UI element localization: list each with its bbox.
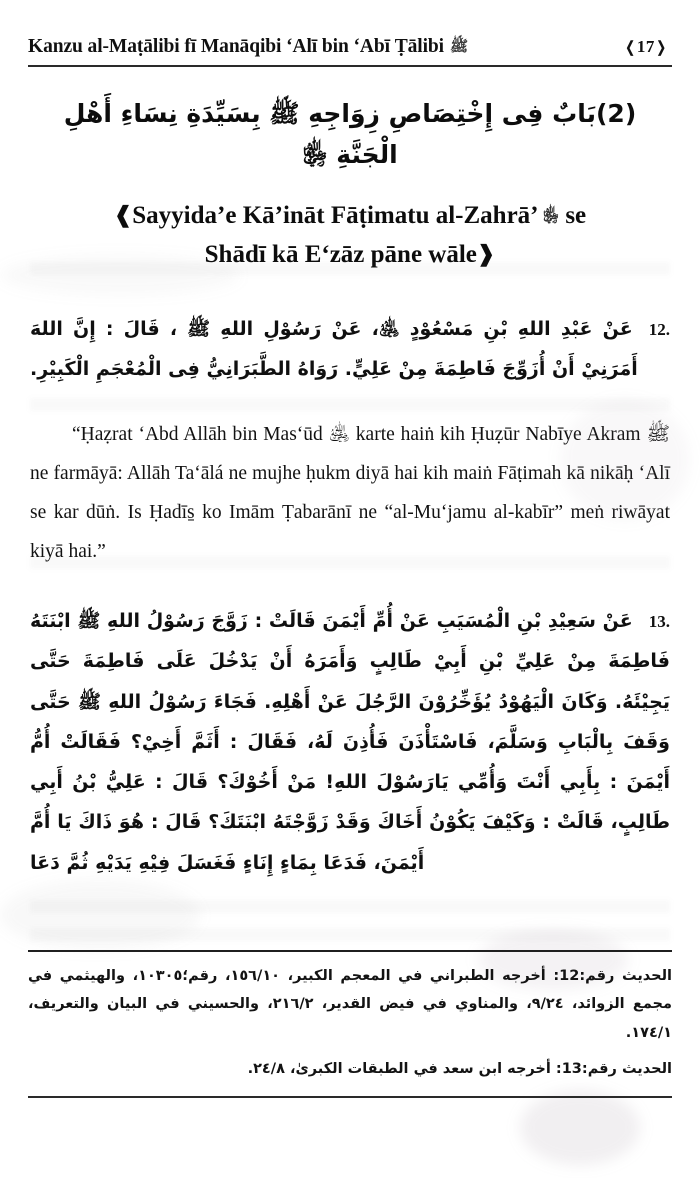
scan-artifact: [520, 1090, 640, 1165]
folio-open-ornament-icon: ❬: [623, 40, 637, 56]
title-close-ornament-icon: ❱: [476, 241, 496, 266]
header-divider: [28, 65, 672, 67]
scan-artifact: [0, 880, 200, 950]
hadith-12-arabic-text: عَنْ عَبْدِ اللهِ بْنِ مَسْعُوْدٍ ﵁، عَنْ رَسُوْلِ اللهِ ﷺ ، قَالَ : إِنَّ اللهَ أَمَرَنِيْ أَنْ أُزَوِّجَ فَاطِمَةَ مِنْ عَلِيٍّ. رَوَاهُ الطَّبَرَانِيُّ فِى الْمُعْجَمِ الْكَبِيْرِ.: [30, 317, 638, 380]
page-number: [624, 37, 672, 57]
hadith-12-translation: “Ḥaẓrat ‘Abd Allāh bin Mas‘ūd ﵁ karte haiṅ kih Ḥuẓūr Nabīye Akram ﷺ ne farmāyā: Allāh Ta‘ālá ne mujhe ḥukm diyā hai kih maiṅ Fāṭimah kā nikāḥ ‘Alī se kar dūṅ. Is Ḥadīs̱ ko Imām Ṭabarānī ne “al-Mu‘jamu al-kabīr” meṅ riwāyat kiyā hai.”: [30, 424, 670, 563]
show-through-line: [30, 928, 670, 941]
footnote-divider: [28, 950, 672, 952]
title-open-ornament-icon: ❰: [113, 201, 133, 227]
hadith-13-arabic: [28, 601, 672, 883]
hadith-13-arabic-text: عَنْ سَعِيْدِ بْنِ الْمُسَيَبِ عَنْ أُمِّ أَيْمَنَ قَالَتْ : زَوَّجَ رَسُوْلُ اللهِ ﷺ ابْنَتَهُ فَاطِمَةَ مِنْ عَلِيِّ بْنِ أَبِيْ طَالِبٍ وَأَمَرَهُ أَنْ يَدْخُلَ عَلَى فَاطِمَةَ حَتَّى يَجِيْئَهُ. وَكَانَ الْيَهُوْدُ يُؤَخِّرُوْنَ الرَّجُلَ عَنْ أَهْلِهِ. فَجَاءَ رَسُوْلُ اللهِ ﷺ حَتَّى وَقَفَ بِالْبَابِ وَسَلَّمَ، فَاسْتَأْذَنَ فَأُذِنَ لَهُ، فَقَالَ : أَثَمَّ أَخِيْ؟ فَقَالَتْ أُمُّ أَيْمَنَ : بِأَبِي أَنْتَ وَأُمِّي يَارَسُوْلَ اللهِ! مَنْ أَخُوْكَ؟ قَالَ : عَلِيُّ بْنُ أَبِي طَالِبٍ، قَالَتْ : وَكَيْفَ يَكُوْنُ أَخَاكَ وَقَدْ زَوَّجْتَهُ ابْنَتَكَ؟ قَالَ : هُوَ ذَاكَ يَا أُمَّ أَيْمَنَ، فَدَعَا بِمَاءٍ إِنَاءٍ فَغَسَلَ فِيْهِ يَدَيْهِ ثُمَّ دَعَا: [30, 610, 670, 874]
salutation-icon: ﵂: [542, 207, 560, 225]
page-bottom-divider: [28, 1096, 672, 1098]
chapter-title-line-1: Sayyida’e Kā’ināt Fāṭimatu al-Zahrā’: [132, 201, 537, 229]
hadith-12-number: 12.: [648, 319, 670, 339]
chapter-heading-arabic: (2)بَابٌ فِى إِخْتِصَاصِ زِوَاجِهِ ﷺ بِسَيِّدَةِ نِسَاءِ أَهْلِ الْجَنَّةِ ﵂: [63, 99, 637, 170]
chapter-title-line-2: Shādī kā E‘zāz pāne wāle: [204, 241, 477, 268]
footnote-hadith-13: الحديث رقم:13: أخرجه ابن سعد في الطبقات الكبرىٰ، ٢٤/٨.: [247, 1060, 672, 1077]
show-through-line: [30, 398, 670, 411]
footnote-hadith-12: الحديث رقم:12: أخرجه الطبراني في المعجم الكبير، ١٥٦/١٠، رقم؛١٠٣٠٥، والهيثمي في مجمع الزوائد، ٩/٢٤، والمناوي في فيض القدير، ٢١٦/٢، والحسيني في البيان والتعريف، ١٧٤/١.: [28, 968, 672, 1041]
salutation-icon: ﷺ: [449, 39, 469, 55]
book-title-text: Kanzu al-Maṭālibi fī Manāqibi ‘Alī bin ‘Abī Ṭālibi: [28, 36, 444, 57]
folio-close-ornament-icon: ❭: [654, 40, 668, 56]
running-header: [28, 0, 672, 60]
hadith-12-arabic: [28, 309, 672, 390]
book-title: [28, 36, 468, 60]
footnote-section: [28, 950, 672, 1083]
chapter-title-line-1-tail: se: [565, 201, 587, 229]
page-number-value: 17: [636, 37, 655, 56]
hadith-13-number: 13.: [648, 612, 670, 632]
chapter-title: [28, 196, 672, 275]
show-through-line: [30, 900, 670, 913]
